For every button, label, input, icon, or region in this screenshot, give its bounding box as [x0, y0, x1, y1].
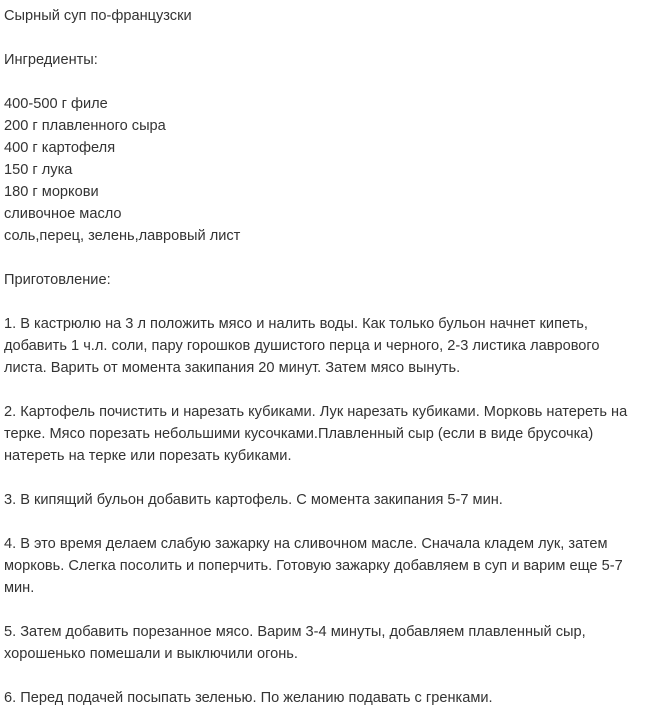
ingredient-item: сливочное масло: [4, 206, 122, 222]
step-line: 6. Перед подачей посыпать зеленью. По желанию подавать с гренками.: [4, 690, 493, 706]
recipe-title: Сырный суп по-французски: [4, 8, 192, 24]
step-line: добавить 1 ч.л. соли, пару горошков душистого перца и черного, 2-3 листика лаврового: [4, 338, 600, 354]
step-line: 1. В кастрюлю на 3 л положить мясо и налить воды. Как только бульон начнет кипеть,: [4, 316, 588, 332]
ingredient-item: соль,перец, зелень,лавровый лист: [4, 228, 241, 244]
step-line: 4. В это время делаем слабую зажарку на сливочном масле. Сначала кладем лук, затем: [4, 536, 608, 552]
spacer: [4, 467, 649, 489]
step-line: хорошенько помешали и выключили огонь.: [4, 646, 298, 662]
step-3: [4, 489, 649, 511]
step-6: [4, 687, 649, 709]
ingredients-list: [4, 93, 649, 247]
step-4: [4, 533, 649, 599]
spacer: [4, 599, 649, 621]
ingredient-item: 200 г плавленного сыра: [4, 118, 166, 134]
step-1: [4, 313, 649, 379]
step-line: 2. Картофель почистить и нарезать кубиками. Лук нарезать кубиками. Морковь натереть на: [4, 404, 628, 420]
step-line: терке. Мясо порезать небольшими кусочками.Плавленный сыр (если в виде брусочка): [4, 426, 594, 442]
step-5: [4, 621, 649, 665]
ingredient-item: 150 г лука: [4, 162, 73, 178]
spacer: [4, 71, 649, 93]
ingredients-heading: Ингредиенты:: [4, 52, 98, 68]
step-line: натереть на терке или порезать кубиками.: [4, 448, 292, 464]
step-2: [4, 401, 649, 467]
spacer: [4, 379, 649, 401]
step-line: листа. Варить от момента закипания 20 минут. Затем мясо вынуть.: [4, 360, 461, 376]
ingredient-item: 180 г моркови: [4, 184, 99, 200]
spacer: [4, 247, 649, 269]
step-line: морковь. Слегка посолить и поперчить. Готовую зажарку добавляем в суп и варим еще 5-7: [4, 558, 623, 574]
step-line: 5. Затем добавить порезанное мясо. Варим 3-4 минуты, добавляем плавленный сыр,: [4, 624, 586, 640]
step-line: мин.: [4, 580, 35, 596]
step-line: 3. В кипящий бульон добавить картофель. С момента закипания 5-7 мин.: [4, 492, 503, 508]
spacer: [4, 665, 649, 687]
spacer: [4, 27, 649, 49]
ingredient-item: 400-500 г филе: [4, 96, 108, 112]
spacer: [4, 511, 649, 533]
spacer: [4, 291, 649, 313]
preparation-heading: Приготовление:: [4, 272, 111, 288]
ingredient-item: 400 г картофеля: [4, 140, 116, 156]
